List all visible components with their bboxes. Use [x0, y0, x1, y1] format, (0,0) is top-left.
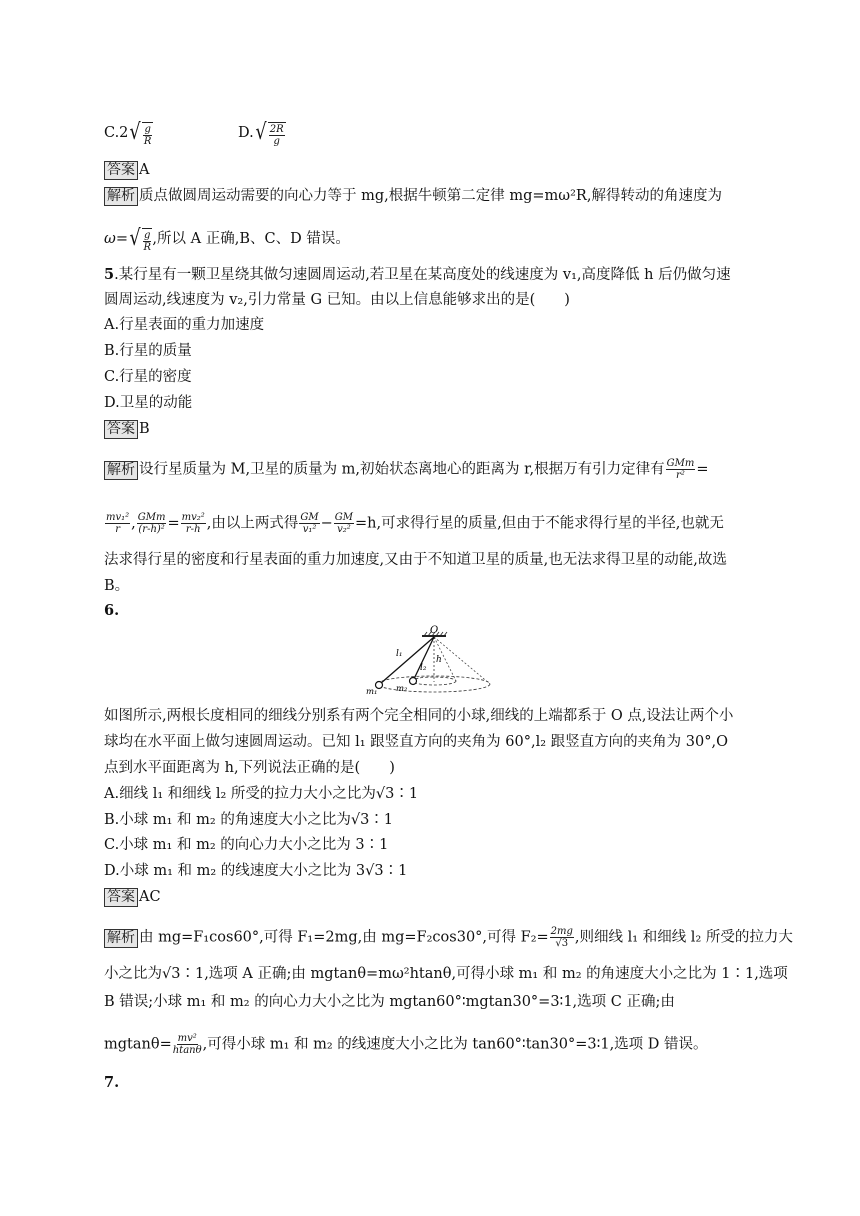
q5-frac-3-num: GMm	[137, 512, 166, 523]
q4-analysis-text-2: ,所以 A 正确,B、C、D 错误。	[152, 231, 350, 247]
q6-answer-line	[104, 887, 756, 907]
q6-option-d: D.小球 m₁ 和 m₂ 的线速度大小之比为 3√3∶1	[104, 863, 408, 879]
q6-answer: AC	[139, 889, 161, 905]
q5-answer-tag: 答案	[104, 420, 138, 439]
q5-analysis-text-1: 设行星质量为 M,卫星的质量为 m,初始状态离地心的距离为 r,根据万有引力定律有	[139, 461, 665, 478]
q5-stem-line-1	[104, 265, 756, 285]
q6-option-b: B.小球 m₁ 和 m₂ 的角速度大小之比为√3∶1	[104, 812, 394, 828]
q5-analysis-frac-1	[666, 458, 696, 481]
q6-frac-2-den: htanθ	[172, 1045, 202, 1056]
q4-option-d	[238, 118, 286, 148]
q5-analysis-frac-2	[105, 512, 130, 535]
q4-option-c-prefix: C.2	[104, 125, 129, 141]
q6-option-c: C.小球 m₁ 和 m₂ 的向心力大小之比为 3∶1	[104, 837, 389, 853]
q5-stem-1: .某行星有一颗卫星绕其做匀速圆周运动,若卫星在某高度处的线速度为 v₁,高度降低 h 后仍做匀速	[114, 267, 731, 283]
q4-analysis-omega: ω=	[104, 231, 128, 247]
q6-analysis-line-4	[104, 1033, 756, 1056]
q4-answer-tag: 答案	[104, 161, 138, 180]
q5-option-a: A.行星表面的重力加速度	[104, 317, 265, 333]
q6-analysis-frac-1	[550, 926, 574, 949]
q5-analysis-frac-3	[137, 512, 167, 535]
q4-option-c-den: R	[143, 136, 152, 147]
q5-analysis-text-2: =h,可求得行星的质量,但由于不能求得行星的半径,也就无	[355, 515, 724, 532]
q6-analysis-text-3: B 错误;小球 m₁ 和 m₂ 的向心力大小之比为 mgtan60°∶mgtan30°=3∶1,选项 C 正确;由	[104, 994, 675, 1010]
q6-stem-2: 球均在水平面上做匀速圆周运动。已知 l₁ 跟竖直方向的夹角为 60°,l₂ 跟竖直方向的夹角为 30°,O	[104, 734, 728, 750]
q5-option-d: D.卫星的动能	[104, 395, 193, 411]
q5-frac-2-den: r	[115, 524, 120, 535]
q5-analysis-frac-4	[181, 512, 206, 535]
q5-frac-6-num: GM	[334, 512, 354, 523]
q4-analysis-line-1	[104, 186, 756, 206]
q5-frac-1-num: GMm	[666, 458, 695, 469]
q5-frac-4-num: mv₂²	[181, 512, 205, 523]
q6-frac-1-num: 2mg	[550, 926, 573, 937]
q5-frac-5-num: GM	[300, 512, 319, 523]
q4-answer: A	[139, 162, 150, 178]
q5-analysis-frac-6	[334, 512, 354, 535]
ball-m2	[410, 678, 417, 685]
q5-stem-line-2	[104, 290, 756, 310]
q4-analysis-line-2	[104, 224, 756, 254]
label-l1: l₁	[396, 649, 403, 659]
q4-analysis-text-1: 质点做圆周运动需要的向心力等于 mg,根据牛顿第二定律 mg=mω²R,解得转动的角速度为	[139, 188, 722, 204]
q7-dot: .	[114, 1074, 120, 1091]
q6-answer-tag: 答案	[104, 888, 138, 907]
q5-frac-5-den: v₁²	[302, 524, 317, 535]
q5-answer-line	[104, 419, 756, 439]
q4-analysis-num: g	[144, 230, 151, 241]
q5-frac-4-den: r-h	[185, 524, 201, 535]
q5-frac-3-den: (r-h)²	[138, 524, 165, 535]
q5-analysis-text-3: 法求得行星的密度和行星表面的重力加速度,又由于不知道卫星的质量,也无法求得卫星的动能,故选	[104, 552, 727, 568]
q6-stem-3: 点到水平面距离为 h,下列说法正确的是( )	[104, 760, 395, 776]
q6-analysis-line-1	[104, 926, 793, 949]
q5-analysis-mid: ,由以上两式得	[206, 515, 299, 532]
label-o: O	[430, 625, 439, 636]
q5-frac-6-den: v₂²	[337, 524, 351, 535]
q4-options-cd	[104, 118, 756, 148]
conical-pendulum-diagram	[362, 624, 492, 696]
q5-analysis-tag: 解析	[104, 461, 138, 480]
q5-analysis-text-4: B。	[104, 578, 130, 594]
q4-option-d-prefix: D.	[238, 125, 254, 141]
q7-number-line	[104, 1073, 756, 1093]
q6-stem-1: 如图所示,两根长度相同的细线分别系有两个完全相同的小球,细线的上端都系于 O 点,设法让两个小	[104, 708, 734, 724]
q5-analysis-line-2: $\frac{\text{mv₁²}}{r}$ , $\frac{\text{GMm}}{\text{(r-h)²}}$ = $\frac{\text{mv₂²}}{r-h}$ ,由以上两式得 $\frac{GM}{\text{v₁²}}$ − $\frac{GM}{\text{v₂²}}$ =h,可求得行星的质量,但由于不能求得行星的半径,也就无	[106, 512, 724, 535]
q7-number: 7	[104, 1074, 115, 1091]
q5-stem-2: 圆周运动,线速度为 v₂,引力常量 G 已知。由以上信息能够求出的是( )	[104, 292, 570, 308]
q4-option-d-sqrt: √ $\frac{2R}{g}$	[255, 120, 284, 147]
q5-option-b: B.行星的质量	[104, 343, 192, 359]
q6-analysis-text-2: 小之比为√3∶1,选项 A 正确;由 mgtanθ=mω²htanθ,可得小球 m₁ 和 m₂ 的角速度大小之比为 1∶1,选项	[104, 966, 788, 982]
q6-analysis-text-1a: 由 mg=F₁cos60°,可得 F₁=2mg,由 mg=F₂cos30°,可得 F₂=	[139, 929, 549, 946]
q5-frac-1-den: r²	[676, 470, 685, 481]
q5-analysis-line-1	[104, 458, 756, 481]
q6-analysis-frac-2	[173, 1033, 202, 1056]
q4-option-c-sqrt: √ $\frac{g}{R}$	[129, 120, 152, 147]
q6-frac-1-den: √3	[555, 938, 569, 949]
q6-analysis-text-4b: ,可得小球 m₁ 和 m₂ 的线速度大小之比为 tan60°∶tan30°=3∶1,选项 D 错误。	[202, 1036, 708, 1053]
q4-option-d-den: g	[273, 136, 280, 147]
q5-analysis-frac-5	[299, 512, 319, 535]
q6-figure	[362, 624, 492, 696]
q5-analysis-eq: =	[696, 461, 709, 478]
q4-analysis-den: R	[143, 242, 151, 253]
q6-option-a: A.细线 l₁ 和细线 l₂ 所受的拉力大小之比为√3∶1	[104, 786, 419, 802]
label-m2: m₂	[396, 684, 408, 694]
q4-option-d-num: 2R	[269, 124, 284, 135]
label-h: h	[436, 655, 442, 665]
q5-number: 5	[104, 266, 115, 283]
q4-option-c	[104, 120, 153, 147]
q5-answer: B	[139, 421, 150, 437]
q4-analysis-tag: 解析	[104, 187, 138, 206]
q6-analysis-tag: 解析	[104, 929, 138, 948]
q6-frac-2-num: mv²	[177, 1033, 197, 1044]
q4-option-c-num: g	[144, 124, 151, 135]
q6-analysis-text-1b: ,则细线 l₁ 和细线 l₂ 所受的拉力大	[574, 929, 793, 946]
label-l2: l₂	[420, 663, 427, 673]
q6-analysis-text-4a: mgtanθ=	[104, 1036, 172, 1053]
string-l2	[413, 637, 434, 681]
q6-number-line: 6.	[104, 602, 120, 619]
q5-option-c: C.行星的密度	[104, 369, 192, 385]
q6-number: 6	[104, 602, 115, 619]
q4-answer-line	[104, 160, 756, 180]
label-m1: m₁	[366, 687, 378, 696]
q4-analysis-sqrt: √ $\frac{g}{R}$	[129, 226, 151, 253]
q5-frac-2-num: mv₁²	[106, 512, 130, 523]
